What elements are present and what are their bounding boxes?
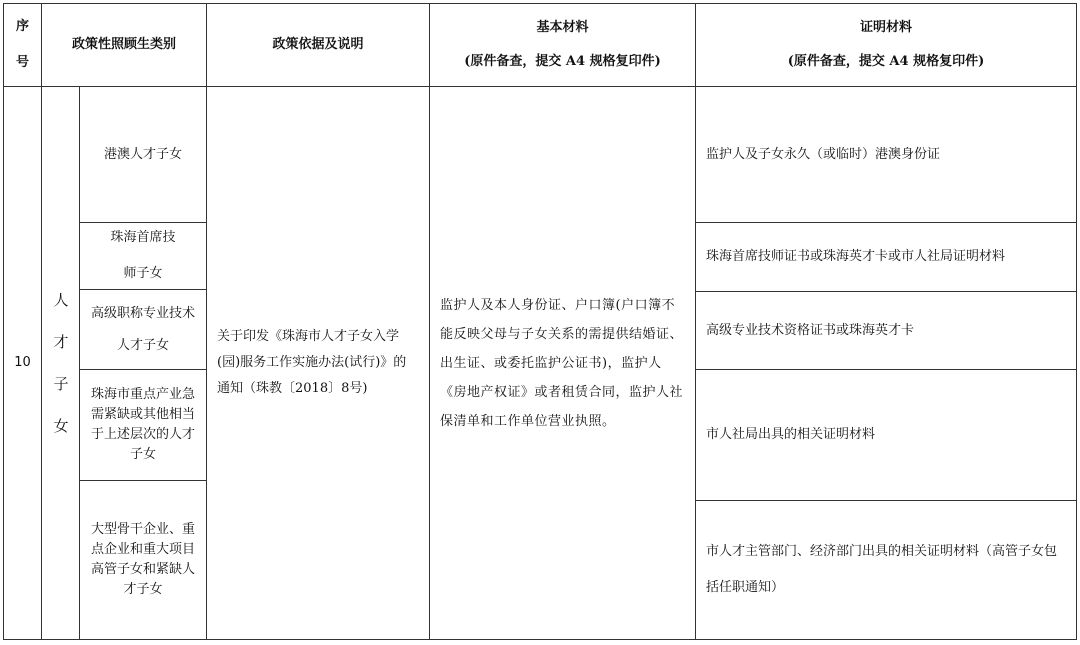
header-basic-note: (原件备查，提交 A4 规格复印件) [464, 54, 661, 69]
row-seq-text: 10 [14, 355, 31, 370]
basic-text: 监护人及本人身份证、户口簿(户口簿不能反映父母与子女关系的需提供结婚证、出生证、或委托监护公证书)，监护人《房地产权证》或者租赁合同，监护人社保清单和工作单位营业执照。 [440, 297, 684, 429]
header-policy [207, 4, 429, 86]
proof-1 [696, 87, 1076, 222]
subcategory-2 [80, 223, 206, 289]
policy-table [3, 3, 1077, 640]
proof-4 [696, 370, 1076, 500]
proof-5 [696, 501, 1076, 639]
subcategory-text: 珠海首席技师子女 [110, 230, 176, 281]
header-category-text: 政策性照顾生类别 [71, 37, 176, 52]
header-category [42, 4, 206, 86]
subcategory-5 [80, 481, 206, 639]
basic-text-cell [430, 87, 695, 639]
header-basic [430, 4, 695, 86]
proof-2 [696, 223, 1076, 291]
policy-text: 关于印发《珠海市人才子女入学(园)服务工作实施办法(试行)》的通知（珠教〔2018〕8号) [217, 329, 407, 396]
header-basic-title: 基本材料 [536, 20, 589, 35]
header-proof-note: (原件备查，提交 A4 规格复印件) [787, 54, 985, 69]
subcategory-4 [80, 370, 206, 480]
proof-text: 市人才主管部门、经济部门出具的相关证明材料（高管子女包括任职通知） [706, 544, 1058, 595]
subcategory-3 [80, 290, 206, 369]
proof-text: 监护人及子女永久（或临时）港澳身份证 [706, 146, 941, 162]
subcategory-text: 港澳人才子女 [103, 146, 182, 162]
proof-text: 高级专业技术资格证书或珠海英才卡 [706, 322, 915, 338]
header-proof-title: 证明材料 [859, 20, 912, 35]
proof-text: 珠海首席技师证书或珠海英才卡或市人社局证明材料 [706, 249, 1006, 264]
subcategory-text: 珠海市重点产业急需紧缺或其他相当于上述层次的人才子女 [90, 387, 195, 462]
subcategory-1 [80, 87, 206, 222]
policy-text-cell [207, 87, 429, 639]
row-group [42, 87, 79, 639]
header-policy-text: 政策依据及说明 [272, 37, 364, 52]
row-seq [4, 87, 41, 639]
row-group-text: 人才子女 [53, 291, 69, 435]
subcategory-text: 高级职称专业技术人才子女 [90, 305, 195, 353]
header-seq-text: 序号 [15, 19, 29, 70]
header-proof [696, 4, 1076, 86]
subcategory-text: 大型骨干企业、重点企业和重大项目高管子女和紧缺人才子女 [90, 522, 195, 597]
proof-text: 市人社局出具的相关证明材料 [706, 427, 876, 442]
proof-3 [696, 292, 1076, 369]
header-seq [4, 4, 41, 86]
